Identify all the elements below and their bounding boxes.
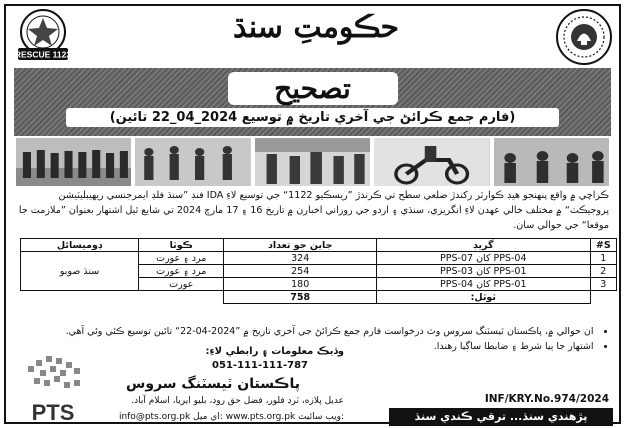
pts-logo-text: PTS bbox=[31, 400, 75, 425]
photo-parade bbox=[135, 138, 250, 186]
email-link[interactable]: info@pts.org.pk bbox=[118, 412, 191, 422]
row-count: 324 bbox=[224, 252, 377, 265]
row-count: 180 bbox=[224, 278, 377, 291]
row-sno: 1 bbox=[590, 252, 616, 265]
header-count: جاين جو تعداد bbox=[224, 239, 377, 252]
correction-subtitle: (فارم جمع ڪرائڻ جي آخري تاريخ ۾ توسيع 2024_04_22 تائين) bbox=[66, 108, 559, 127]
header-quota: ڪوٽا bbox=[139, 239, 224, 252]
government-title: حڪومتِ سنڌ bbox=[233, 10, 399, 45]
row-quota: عورت bbox=[139, 278, 224, 291]
pts-web-line bbox=[82, 412, 344, 422]
posts-table bbox=[20, 238, 617, 304]
photo-salute bbox=[255, 138, 370, 186]
pts-address: عديل پلازه، ٽرڊ فلور، فضل حق روڊ، بليو ايريا، اسلام آباد. bbox=[131, 396, 344, 406]
row-quota: مرد ۽ عورت bbox=[139, 252, 224, 265]
total-value: 758 bbox=[224, 291, 377, 304]
contact-block bbox=[14, 346, 344, 428]
photo-strip bbox=[16, 138, 609, 186]
row-quota: مرد ۽ عورت bbox=[139, 265, 224, 278]
rescue-logo-text: RESCUE 1122 bbox=[14, 49, 72, 60]
table-total-row bbox=[21, 291, 617, 304]
header-sno: S# bbox=[590, 239, 616, 252]
pts-logo-icon bbox=[14, 354, 92, 426]
row-count: 254 bbox=[224, 265, 377, 278]
correction-title: تصحيح bbox=[228, 72, 398, 105]
table-row bbox=[21, 252, 617, 265]
announcement-text: ڪراچي ۾ واقع پنهنجو هيڊ ڪوارٽر رکندڙ ضلعي سطح تي ڪرندڙ ”ريسڪيو 1122“ جي توسيع لاءِ IDA فنڊ ”سنڌ فلڊ ايمرجنسي ريهيبليٽيشن پروجيڪٽ“ ۾ مختلف خالي عهدن لاءِ انگريزي، سنڌي ۽ اردو جي روزاني اخبارن ۾ تاريخ 16 ۽ 17 مارچ 2024 تي شايع ٿيل اشتهار بعنوان ”ملازمت جا موقعا“ جي حوالي سان. bbox=[18, 190, 609, 231]
photo-rescuers-lineup bbox=[16, 138, 131, 186]
photo-training bbox=[494, 138, 609, 186]
website-link[interactable]: www.pts.org.pk bbox=[225, 412, 296, 422]
contact-phone[interactable]: 051-111-111-787 bbox=[212, 360, 308, 371]
row-grade: PPS-04 کان PPS-07 bbox=[376, 252, 590, 265]
row-sno: 3 bbox=[590, 278, 616, 291]
footer-slogan: پڙهندي سنڌ... ترقي ڪندي سنڌ bbox=[389, 408, 613, 426]
rescue-1122-logo-icon bbox=[12, 8, 74, 64]
row-domicile: سنڌ صوبو bbox=[21, 252, 139, 291]
pts-name: پاڪستان ٽيسٽنگ سروس bbox=[126, 376, 300, 392]
note-item: • ان حوالي ۾، پاڪستان ٽيسٽنگ سروس وٽ درخواست فارم جمع ڪرائڻ جي آخري تاريخ ۾ ”2024-04-22“ تائين توسيع ڪئي وئي آهي. bbox=[36, 324, 607, 339]
email-label: اي ميل: bbox=[193, 412, 223, 422]
sindh-emblem-icon bbox=[555, 8, 613, 66]
advertisement bbox=[4, 4, 621, 424]
row-sno: 2 bbox=[590, 265, 616, 278]
reference-number: INF/KRY.No.974/2024 bbox=[484, 393, 609, 405]
photo-motorbike bbox=[374, 138, 489, 186]
total-label: ٽوٽل: bbox=[376, 291, 590, 304]
header-domicile: ڊوميسائل bbox=[21, 239, 139, 252]
table-header-row bbox=[21, 239, 617, 252]
row-grade: PPS-01 کان PPS-04 bbox=[376, 278, 590, 291]
website-label: ويب سائيٽ: bbox=[298, 412, 344, 422]
contact-title: وڌيڪ معلومات ۽ رابطي لاءِ: bbox=[205, 346, 344, 357]
note-item: • اشتهار جا ٻيا شرط ۽ ضابطا ساڳيا رهندا. bbox=[36, 339, 607, 354]
row-grade: PPS-01 کان PPS-03 bbox=[376, 265, 590, 278]
header-grade: گريڊ bbox=[376, 239, 590, 252]
